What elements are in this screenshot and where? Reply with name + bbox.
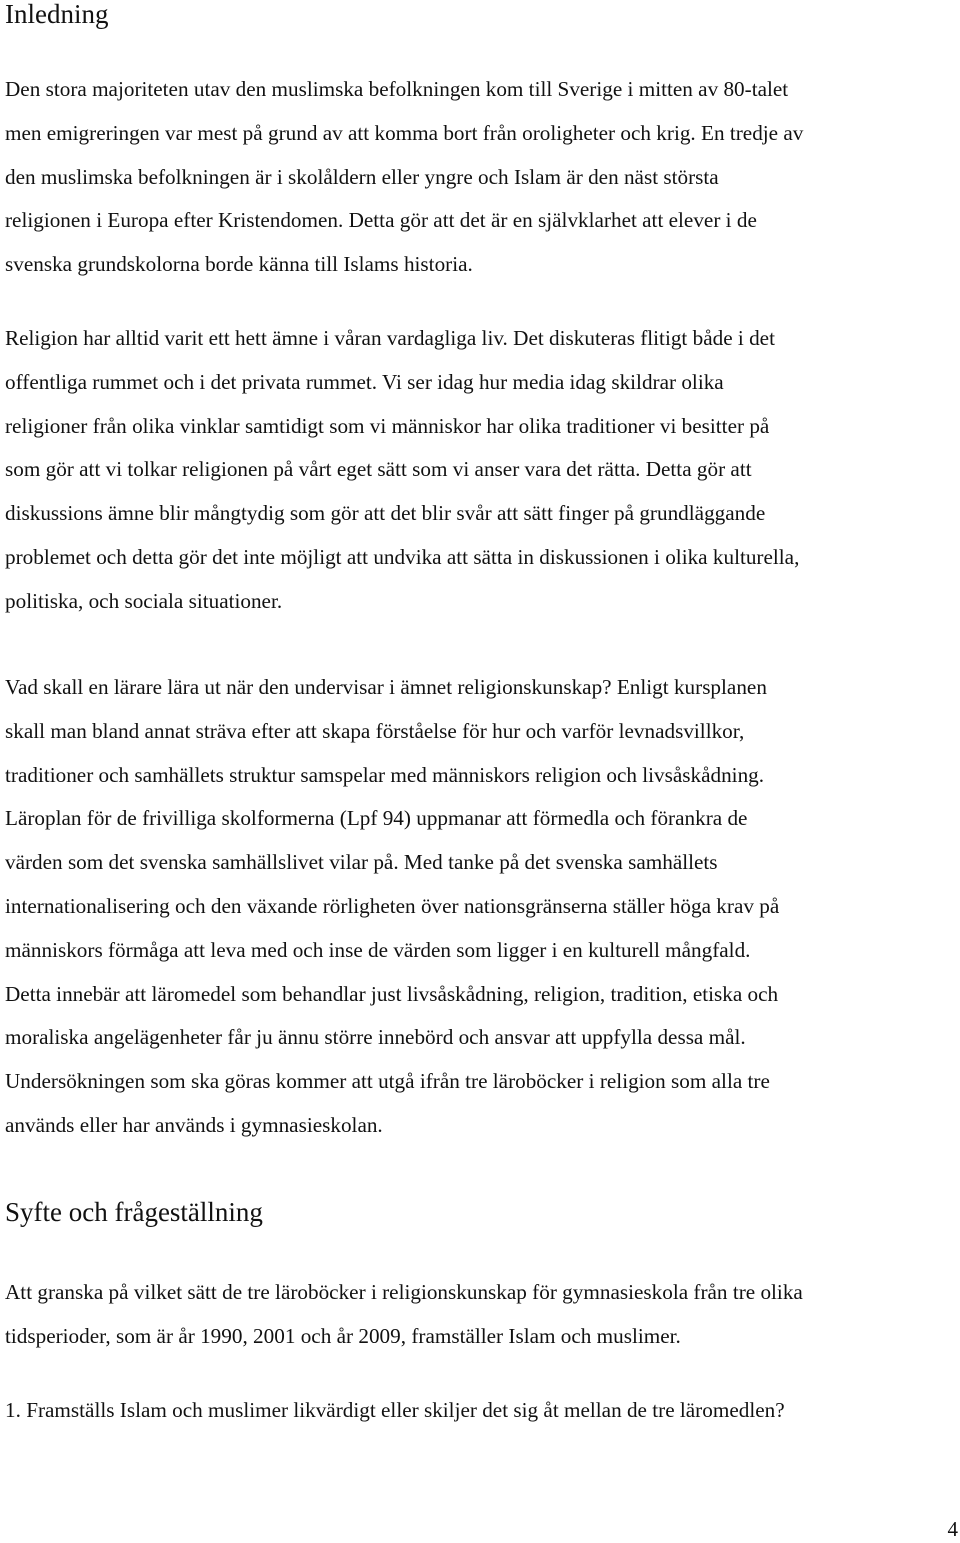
text-line: diskussions ämne blir mångtydig som gör att det blir svår att sätt finger på grundläggande: [5, 501, 766, 526]
heading-inledning: Inledning: [5, 0, 109, 29]
text-line: religionen i Europa efter Kristendomen. Detta gör att det är en självklarhet att elever i de: [5, 208, 757, 233]
text-line: människors förmåga att leva med och inse de värden som ligger i en kulturell mångfald.: [5, 937, 751, 962]
text-line: problemet och detta gör det inte möjligt att undvika att sätta in diskussionen i olika kulturella,: [5, 544, 800, 569]
text-line: offentliga rummet och i det privata rummet. Vi ser idag hur media idag skildrar olika: [5, 369, 724, 394]
text-line: Detta innebär att läromedel som behandlar just livsåskådning, religion, tradition, etiska och: [5, 981, 779, 1006]
text-line: tidsperioder, som är år 1990, 2001 och år 2009, framställer Islam och muslimer.: [5, 1323, 681, 1348]
text-line: skall man bland annat sträva efter att skapa förståelse för hur och varför levnadsvillkor,: [5, 718, 745, 743]
text-line: men emigreringen var mest på grund av att komma bort från oroligheter och krig. En tredje av: [5, 120, 804, 145]
text-line: Vad skall en lärare lära ut när den undervisar i ämnet religionskunskap? Enligt kursplanen: [5, 675, 767, 699]
text-line: Att granska på vilket sätt de tre läroböcker i religionskunskap för gymnasieskola från tre olika: [5, 1280, 803, 1304]
text-line: religioner från olika vinklar samtidigt som vi människor har olika traditioner vi besitter på: [5, 413, 770, 438]
paragraph-intro-3: [5, 666, 960, 1148]
text-line: värden som det svenska samhällslivet vilar på. Med tanke på det svenska samhällets: [5, 850, 718, 875]
text-line: moraliska angelägenheter får ju ännu större innebörd och ansvar att uppfylla dessa mål.: [5, 1025, 746, 1050]
text-line: traditioner och samhällets struktur samspelar med människors religion och livsåskådning.: [5, 762, 765, 787]
text-line: internationalisering och den växande rörligheten över nationsgränserna ställer höga krav på: [5, 893, 780, 918]
paragraph-purpose: [5, 1271, 960, 1359]
page-number: 4: [947, 1517, 958, 1541]
text-line: svenska grundskolorna borde känna till Islams historia.: [5, 252, 473, 277]
text-line: Religion har alltid varit ett hett ämne i våran vardagliga liv. Det diskuteras flitigt både i det: [5, 326, 775, 350]
text-line: den muslimska befolkningen är i skolåldern eller yngre och Islam är den näst största: [5, 164, 719, 189]
text-line: används eller har används i gymnasieskolan.: [5, 1112, 383, 1137]
paragraph-intro-2: [5, 317, 960, 624]
text-line: politiska, och sociala situationer.: [5, 588, 283, 613]
text-line: Läroplan för de frivilliga skolformerna (Lpf 94) uppmanar att förmedla och förankra de: [5, 806, 748, 831]
text-line: som gör att vi tolkar religionen på vårt eget sätt som vi anser vara det rätta. Detta gör att: [5, 457, 752, 482]
text-line: 1. Framställs Islam och muslimer likvärdigt eller skiljer det sig åt mellan de tre läromedlen?: [5, 1398, 785, 1422]
paragraph-intro-1: [5, 68, 960, 287]
research-question: [5, 1389, 960, 1433]
heading-syfte: Syfte och frågeställning: [5, 1197, 263, 1227]
text-line: Den stora majoriteten utav den muslimska befolkningen kom till Sverige i mitten av 80-talet: [5, 77, 789, 101]
text-line: Undersökningen som ska göras kommer att utgå ifrån tre läroböcker i religion som alla tre: [5, 1069, 770, 1094]
